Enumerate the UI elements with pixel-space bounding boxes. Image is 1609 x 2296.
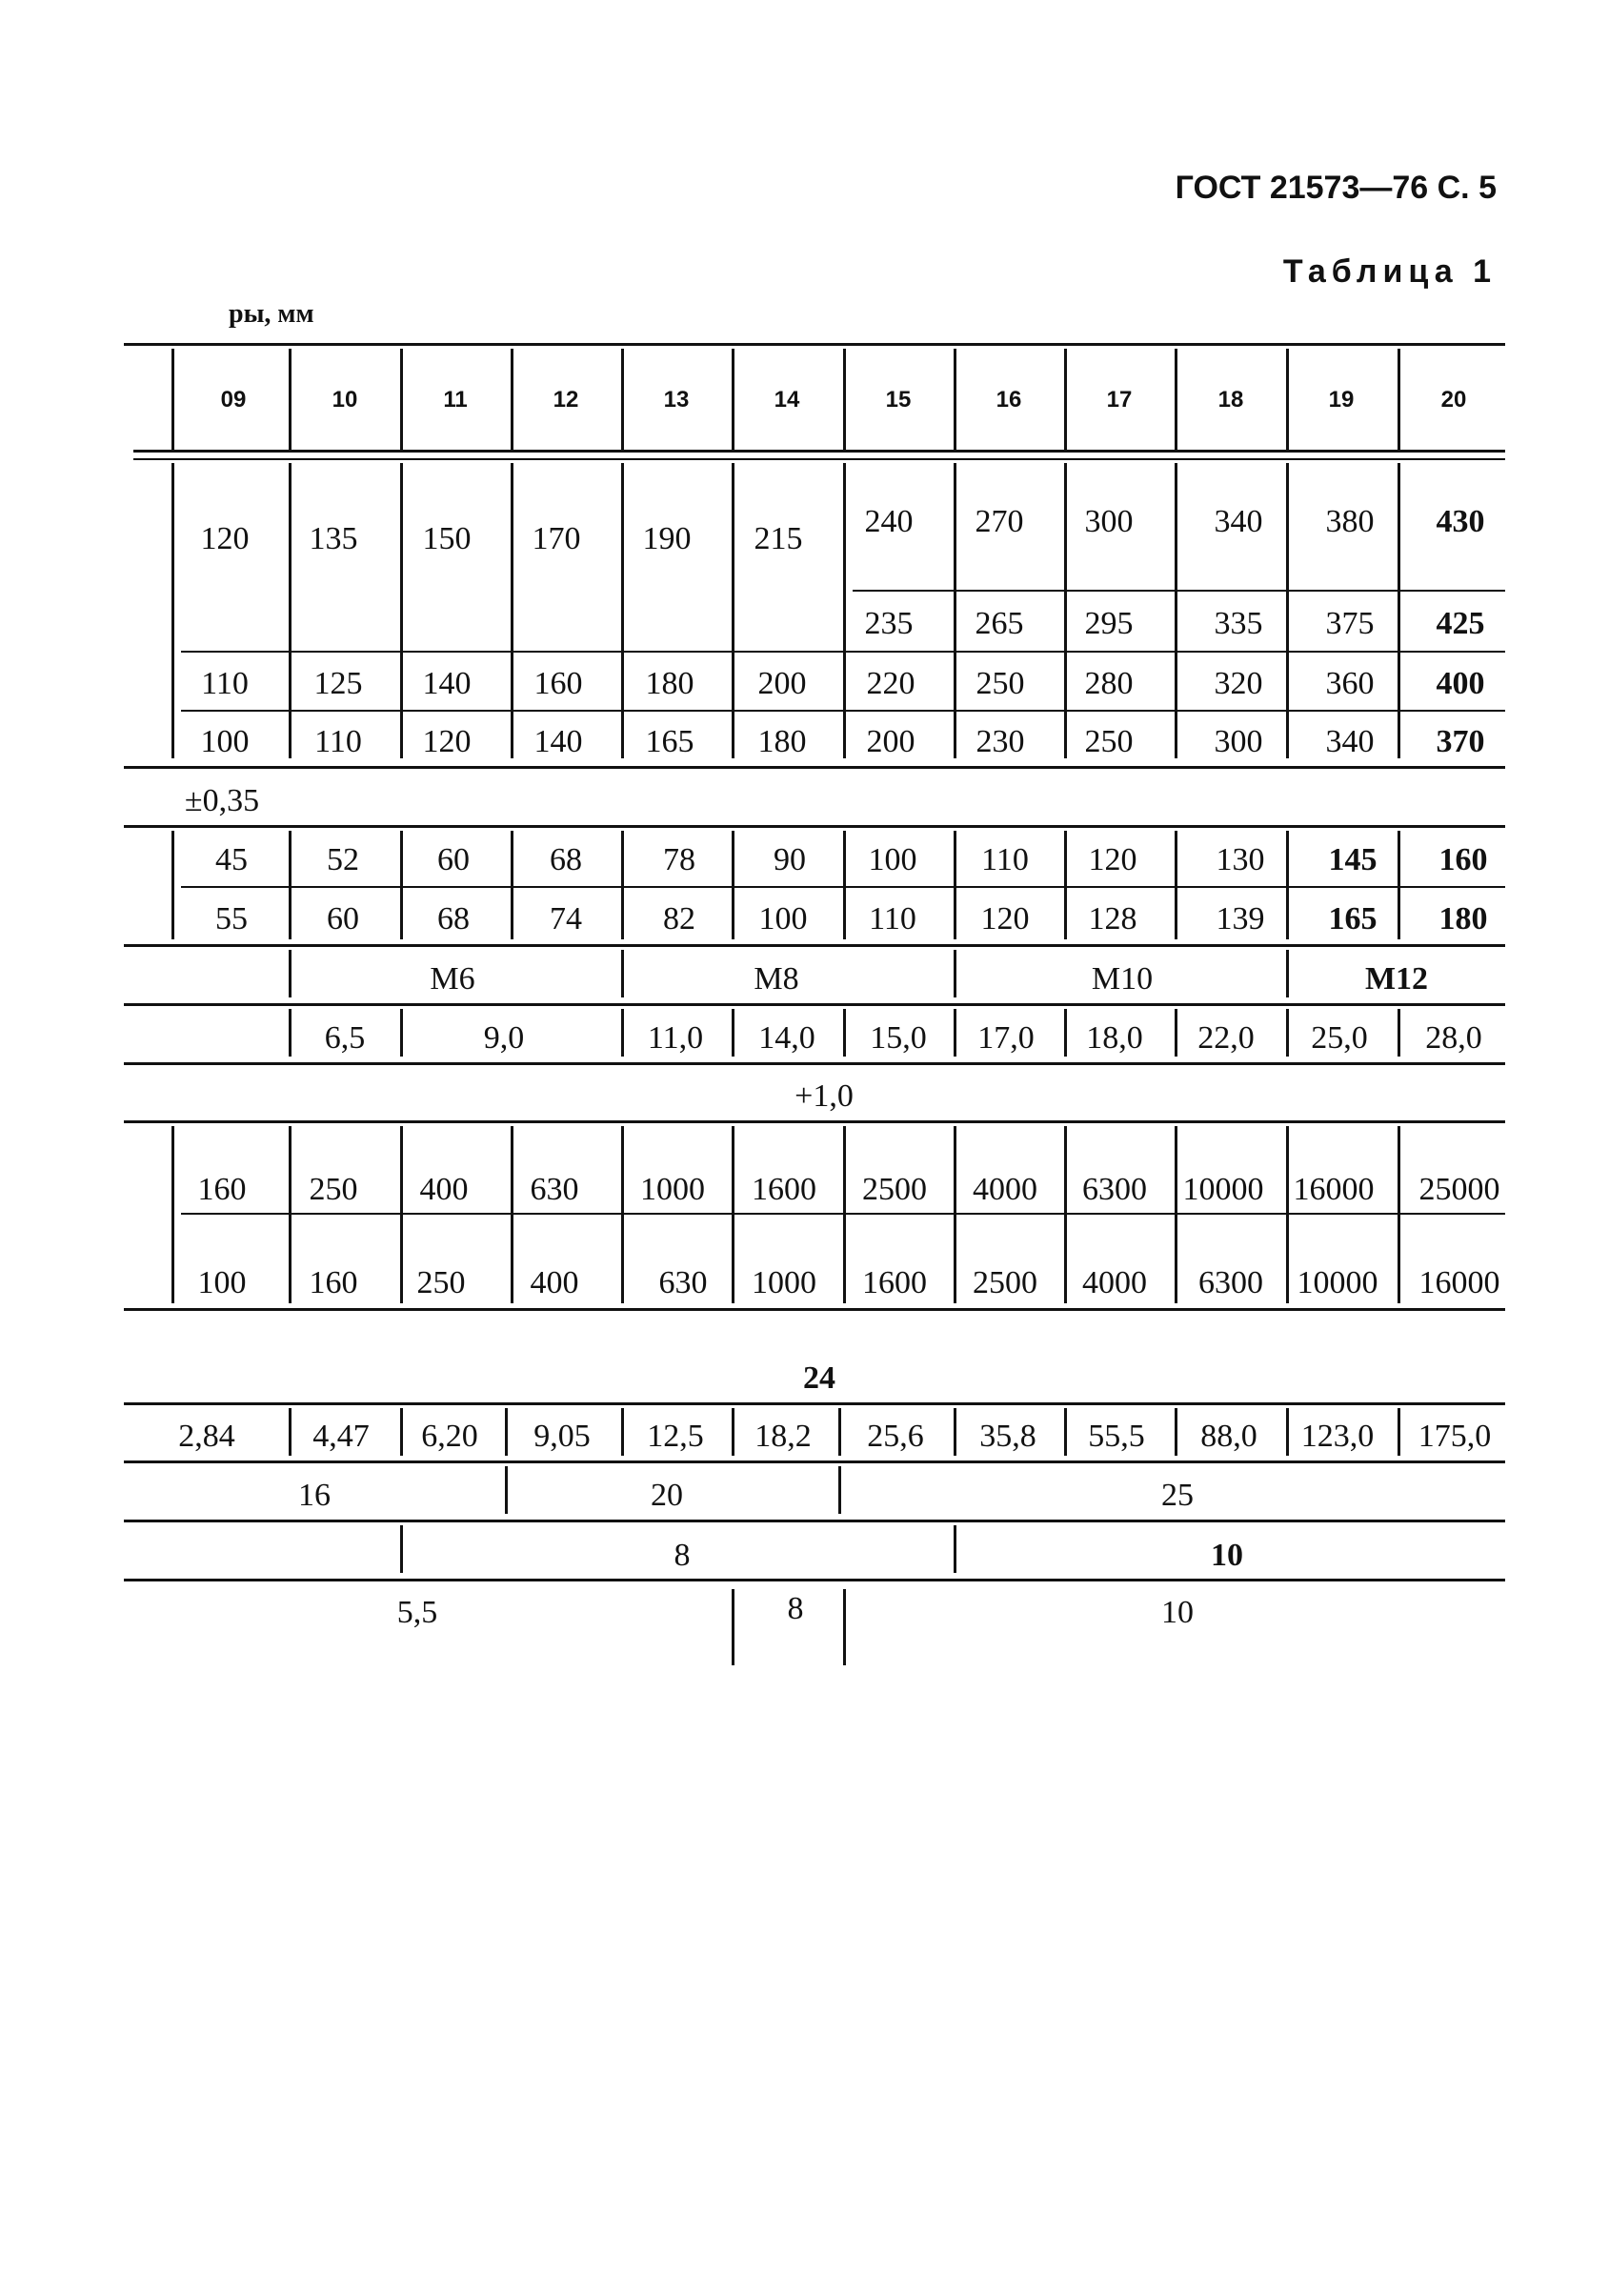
table-cell: 160 [309,1265,358,1300]
table-cell: 28,0 [1425,1020,1482,1056]
column-header: 19 [1328,387,1355,413]
table-cell: 17,0 [977,1020,1035,1056]
table-cell: 190 [642,521,692,556]
table-cell: 25,6 [867,1419,924,1454]
column-header: 17 [1106,387,1133,413]
vline [732,831,734,939]
table-cell: 110 [981,842,1029,877]
vline [289,1126,292,1303]
table-cell: 15,0 [870,1020,927,1056]
table-cell: 320 [1214,666,1263,701]
vline [1175,1408,1177,1456]
table-cell: 10000 [1297,1265,1378,1300]
table-cell: 160 [1438,842,1488,877]
table-cell: 400 [1436,666,1485,701]
table-cell: 6,5 [324,1020,366,1056]
table-cell: 78 [663,842,695,877]
thread-size: М12 [1364,961,1429,997]
table-cell: 2,84 [178,1419,235,1454]
units-fragment: ры, мм [229,299,314,329]
vline [954,1408,956,1456]
vline [171,1126,174,1303]
table-cell: 380 [1325,504,1375,539]
table-cell: 630 [530,1172,579,1207]
table-cell: 11,0 [647,1020,704,1056]
table-cell: 160 [197,1172,247,1207]
table-cell: 4,47 [312,1419,370,1454]
table-cell: 9,0 [483,1020,525,1056]
table-cell: 160 [533,666,583,701]
vline [954,831,956,939]
table-cell: 425 [1436,606,1485,641]
table-cell: 1600 [862,1265,927,1300]
table-cell: 82 [663,901,695,937]
table-cell: 2500 [973,1265,1037,1300]
table-cell: 630 [658,1265,708,1300]
table-cell: 6300 [1082,1172,1147,1207]
rule-row8-bottom [124,1460,1505,1463]
vline [400,1525,403,1573]
table-cell: 16000 [1418,1265,1500,1300]
column-header: 15 [885,387,912,413]
table-cell: 250 [416,1265,466,1300]
table-cell: 6300 [1198,1265,1263,1300]
rule-threads-bottom [124,1003,1505,1006]
vline [1064,1408,1067,1456]
table-cell: 250 [1084,724,1134,759]
vline [1286,463,1289,758]
rule-row3-bottom [124,766,1505,769]
table-cell: 90 [774,842,806,877]
rule-row10-bottom [124,1579,1505,1581]
table-cell: 10 [1161,1595,1194,1630]
column-header: 16 [996,387,1022,413]
gost-page-header: ГОСТ 21573—76 С. 5 [1175,170,1497,206]
table-cell: 100 [197,1265,247,1300]
vline [838,1466,841,1514]
table-cell: 165 [645,724,694,759]
vline [1064,1126,1067,1303]
table-cell: 16 [298,1478,331,1513]
rule-row9-bottom [124,1520,1505,1522]
vline [505,1466,508,1514]
table-cell: 60 [437,842,470,877]
thread-size: М8 [754,961,799,997]
vline [511,463,513,758]
vline [1064,463,1067,758]
vline [621,1408,624,1456]
rule-top [124,343,1505,346]
table-cell: 280 [1084,666,1134,701]
table-cell: 430 [1436,504,1485,539]
vline [1398,1009,1400,1057]
table-cell: 120 [1088,842,1137,877]
table-cell: 150 [422,521,472,556]
vline [1064,349,1067,450]
table-cell: 45 [215,842,248,877]
table-cell: 128 [1088,901,1137,937]
table-cell: 240 [864,504,914,539]
table-cell: 120 [200,521,250,556]
tolerance-value: +1,0 [794,1078,854,1114]
table-cell: 170 [532,521,581,556]
table-cell: 215 [754,521,803,556]
table-cell: 100 [868,842,917,877]
table-cell: 180 [645,666,694,701]
vline [1175,831,1177,939]
table-label: Таблица 1 [1282,253,1497,290]
table-cell: 340 [1214,504,1263,539]
table-cell: 120 [422,724,472,759]
vline [732,1126,734,1303]
vline [1398,349,1400,450]
rule-row7-bottom [124,1308,1505,1311]
vline [732,463,734,758]
vline [954,463,956,758]
column-header: 18 [1217,387,1244,413]
vline [732,349,734,450]
vline [1286,1126,1289,1303]
vline [400,349,403,450]
table-cell: 1000 [640,1172,705,1207]
table-cell: 250 [975,666,1025,701]
table-cell: 250 [309,1172,358,1207]
tolerance-value: ±0,35 [184,783,260,818]
vline [732,1009,734,1057]
table-cell: 68 [437,901,470,937]
table-cell: 235 [864,606,914,641]
table-cell: 8 [787,1591,804,1626]
table-cell: 295 [1084,606,1134,641]
vline [954,1009,956,1057]
column-header: 20 [1440,387,1467,413]
table-cell: 300 [1084,504,1134,539]
vline [621,349,624,450]
thread-size: М6 [430,961,475,997]
vline [843,463,846,758]
table-cell: 25000 [1418,1172,1500,1207]
vline [171,463,174,758]
table-cell: 55,5 [1088,1419,1145,1454]
table-cell: 18,2 [754,1419,812,1454]
vline [843,1589,846,1665]
table-cell: 110 [869,901,916,937]
vline [1398,463,1400,758]
vline [505,1408,508,1456]
table-cell: 265 [975,606,1024,641]
vline [289,1408,292,1456]
rule-tol1-bottom [124,825,1505,828]
table-cell: 110 [201,666,249,701]
vline [954,1126,956,1303]
table-cell: 175,0 [1418,1419,1492,1454]
vline [289,1009,292,1057]
vline [1175,1126,1177,1303]
table-cell: 4000 [973,1172,1037,1207]
vline [732,1589,734,1665]
table-cell: 52 [327,842,359,877]
vline [1398,831,1400,939]
column-header: 10 [332,387,358,413]
table-cell: 74 [550,901,582,937]
column-header: 14 [774,387,800,413]
table-cell: 400 [530,1265,579,1300]
table-cell: 60 [327,901,359,937]
table-cell: 140 [422,666,472,701]
vline [621,1009,624,1057]
rule-head-bottom-1 [133,450,1505,453]
table-cell: 180 [757,724,807,759]
vline [621,1126,624,1303]
table-cell: 68 [550,842,582,877]
table-cell: 375 [1325,606,1375,641]
column-header: 13 [663,387,690,413]
vline [171,349,174,450]
vline [1064,831,1067,939]
table-cell: 22,0 [1197,1020,1255,1056]
vline [843,349,846,450]
table-cell: 300 [1214,724,1263,759]
vline [954,349,956,450]
vline [1398,1126,1400,1303]
table-cell: 10000 [1182,1172,1264,1207]
vline [843,831,846,939]
table-cell: 130 [1216,842,1265,877]
table-cell: 145 [1328,842,1378,877]
table-cell: 55 [215,901,248,937]
vline [1286,349,1289,450]
table-cell: 12,5 [647,1419,704,1454]
table-cell: 25 [1161,1478,1194,1513]
vline [289,463,292,758]
table-cell: 340 [1325,724,1375,759]
column-header: 11 [443,387,468,413]
table-cell: 370 [1436,724,1485,759]
vline [954,1525,956,1573]
vline [954,950,956,997]
vline [1286,950,1289,997]
table-cell: 18,0 [1086,1020,1143,1056]
table-cell: 9,05 [533,1419,591,1454]
table-cell: 335 [1214,606,1263,641]
vline [1286,831,1289,939]
table-cell: 100 [758,901,808,937]
table-cell: 140 [533,724,583,759]
table-cell: 6,20 [421,1419,478,1454]
table-cell: 16000 [1293,1172,1375,1207]
table-cell: 165 [1328,901,1378,937]
table-cell: 270 [975,504,1024,539]
vline [1286,1408,1289,1456]
table-cell: 360 [1325,666,1375,701]
vline [1175,1009,1177,1057]
table-cell: 1600 [752,1172,816,1207]
vline [621,463,624,758]
table-cell: 2500 [862,1172,927,1207]
vline [289,950,292,997]
table-cell: 25,0 [1311,1020,1368,1056]
column-header: 12 [553,387,579,413]
vline [1064,1009,1067,1057]
vline [1286,1009,1289,1057]
vline [511,1126,513,1303]
vline [621,950,624,997]
table-cell: 100 [200,724,250,759]
vline [511,831,513,939]
vline [400,1126,403,1303]
table-cell: 400 [419,1172,469,1207]
table-cell: 230 [975,724,1025,759]
vline [732,1408,734,1456]
rule-head-bottom-2 [133,458,1505,460]
vline [1175,463,1177,758]
table-cell: 88,0 [1200,1419,1257,1454]
vline [289,349,292,450]
vline [621,831,624,939]
column-header: 09 [220,387,247,413]
vline [400,463,403,758]
vline [1398,1408,1400,1456]
table-cell: 123,0 [1300,1419,1375,1454]
vline [843,1009,846,1057]
table-cell: 10 [1211,1538,1243,1573]
table-cell: 8 [674,1538,691,1573]
table-cell: 125 [313,666,363,701]
rule-row5-bottom [124,944,1505,947]
rule-row8-header-bottom [124,1402,1505,1405]
table-cell: 20 [651,1478,683,1513]
vline [1175,349,1177,450]
vline [838,1408,841,1456]
table-cell: 4000 [1082,1265,1147,1300]
thread-size: М10 [1091,961,1154,997]
rule-row1-split [853,590,1505,592]
table-cell: 14,0 [758,1020,815,1056]
table-cell: 120 [980,901,1030,937]
vline [511,349,513,450]
table-cell: 200 [866,724,915,759]
table-cell: 200 [757,666,807,701]
table-cell: 35,8 [979,1419,1036,1454]
rule-tol2-bottom [124,1120,1505,1123]
table-cell: 24 [803,1360,835,1396]
table-cell: 5,5 [396,1595,438,1630]
table-cell: 110 [314,724,362,759]
vline [289,831,292,939]
vline [400,831,403,939]
table-cell: 180 [1438,901,1488,937]
table-cell: 1000 [752,1265,816,1300]
table-cell: 139 [1216,901,1265,937]
vline [171,831,174,939]
table-cell: 135 [309,521,358,556]
vline [400,1009,403,1057]
table-cell: 220 [866,666,915,701]
vline [843,1126,846,1303]
vline [400,1408,403,1456]
rule-row6-bottom [124,1062,1505,1065]
